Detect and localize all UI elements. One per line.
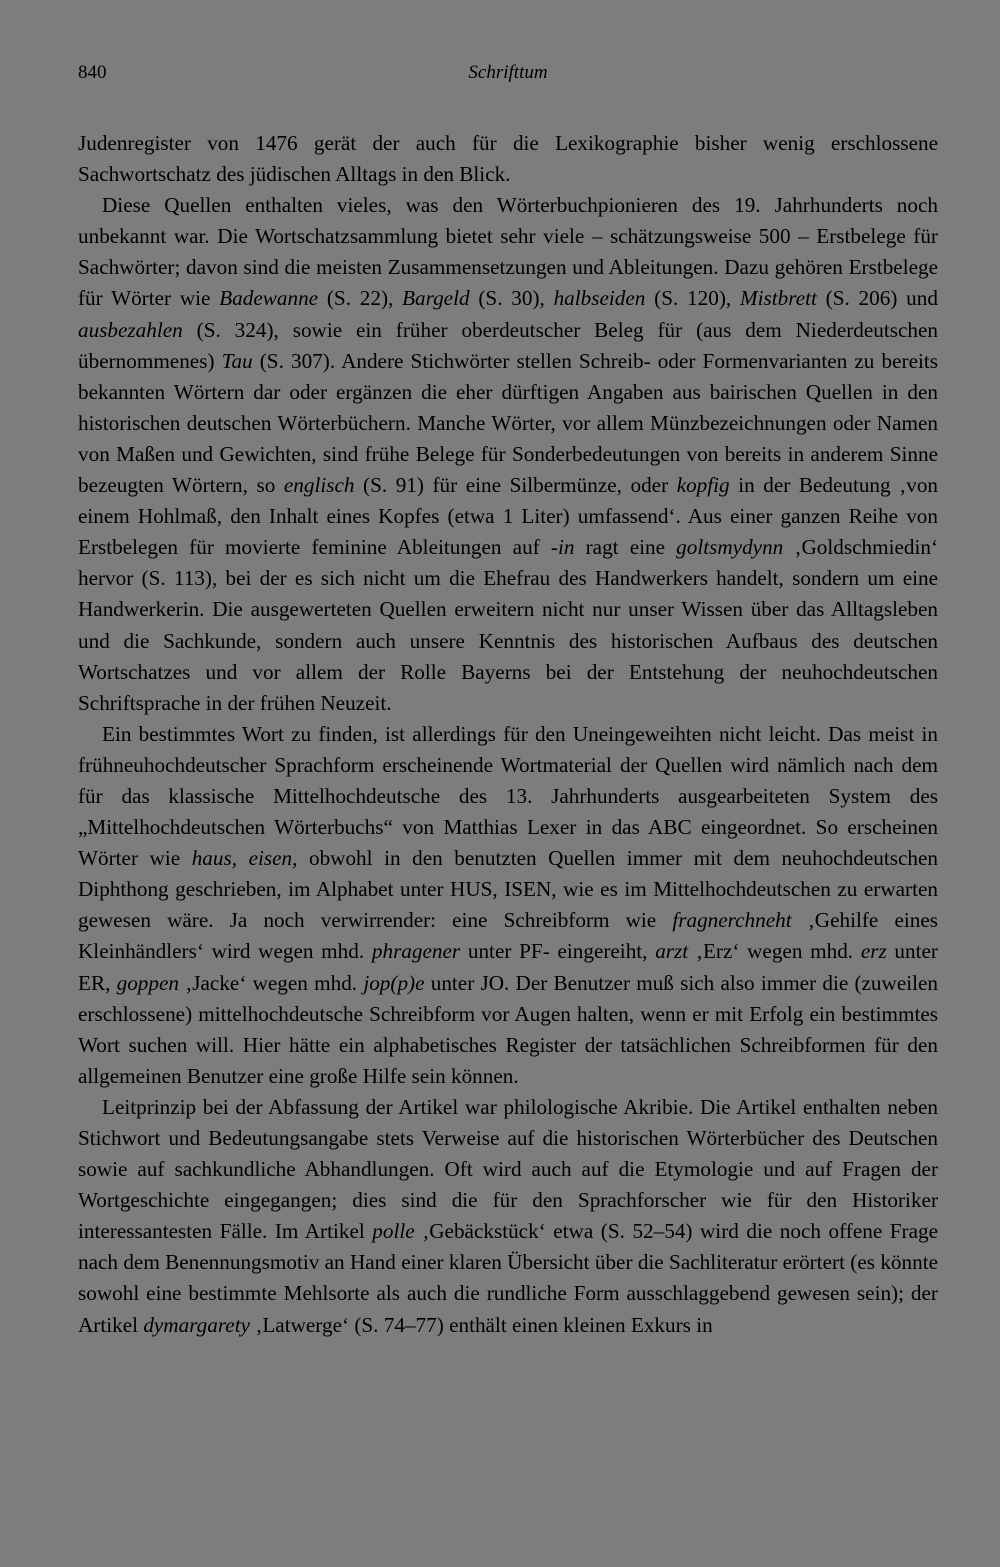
italic-term: jop(p)e	[363, 970, 425, 995]
paragraph	[78, 128, 938, 190]
italic-term: Badewanne	[219, 286, 319, 311]
text-run: ‚Gehilfe eines Kleinhändlers‘ wird wegen mhd.	[78, 908, 938, 964]
italic-term: englisch	[283, 473, 355, 498]
text-run: unter PF- eingereiht,	[460, 939, 656, 964]
text-run: (S. 206) und	[816, 286, 938, 311]
italic-term: ausbezahlen	[78, 317, 183, 342]
text-run: ‚Gebäckstück‘ etwa (S. 52–54) wird die noch offene Frage nach dem Benennungsmotiv an Hand einer klaren Übersicht über die Sachliteratur erörtert (es könnte sowohl eine bestimmte Mehlsorte als auch die rundliche Form ausschlaggebend gewesen sein); der Artikel	[78, 1219, 938, 1337]
text-run: (S. 22),	[318, 286, 403, 311]
text-run: ‚Erz‘ wegen mhd.	[688, 939, 861, 964]
running-title: Schrifttum	[468, 62, 548, 83]
italic-term: haus, eisen,	[191, 846, 298, 871]
italic-term: dymargarety	[143, 1312, 251, 1337]
italic-term: goltsmydynn	[676, 535, 784, 560]
text-run: (S. 120),	[645, 286, 740, 311]
page-header	[78, 62, 938, 92]
italic-term: phragener	[371, 939, 461, 964]
page-number: 840	[78, 62, 107, 83]
italic-term: Bargeld	[402, 286, 470, 311]
text-run: unter JO. Der Benutzer muß sich also immer die (zuweilen erschlossene) mittelhochdeutsche Schreibform vor Augen halten, wenn er mit Erfolg ein bestimmtes Wort suchen will. Hier hätte ein alphabetisches Register der tatsächlichen Schreibformen für den allgemeinen Benutzer eine große Hilfe sein können.	[78, 970, 938, 1088]
text-run: ‚Goldschmiedin‘ hervor (S. 113), bei der es sich nicht um die Ehefrau des Handwerkers handelt, sondern um eine Handwerkerin. Die ausgewerteten Quellen erweitern nicht nur unser Wissen über das Alltagsleben und die Sachkunde, sondern auch unsere Kenntnis des historischen Aufbaus des deutschen Wortschatzes und vor allem der Rolle Bayerns bei der Entstehung der neuhochdeutschen Schriftsprache in der frühen Neuzeit.	[78, 535, 938, 715]
text-run: ‚Latwerge‘ (S. 74–77) enthält einen kleinen Exkurs in	[250, 1312, 713, 1337]
text-run: (S. 324), sowie ein früher oberdeutscher Beleg für (aus dem Niederdeutschen übernommenes)	[78, 317, 938, 373]
italic-term: halbseiden	[553, 286, 646, 311]
text-run: unter ER,	[78, 939, 938, 995]
italic-term: erz	[860, 939, 887, 964]
text-run: in der Bedeutung ‚von einem Hohlmaß, den Inhalt eines Kopfes (etwa 1 Liter) umfassend‘. Aus einer ganzen Reihe von Erstbelegen für movierte feminine Ableitungen auf	[78, 473, 939, 560]
italic-term: arzt	[655, 939, 689, 964]
italic-term: goppen	[116, 970, 179, 995]
italic-term: Tau	[221, 348, 253, 373]
text-run: obwohl in den benutzten Quellen immer mit dem neuhochdeutschen Diphthong geschrieben, im Alphabet unter HUS, ISEN, wie es im Mittelhochdeutschen zu erwarten gewesen wäre. Ja noch verwirrender: eine Schreibform wie	[78, 846, 939, 933]
text-run: (S. 307). Andere Stichwörter stellen Schreib- oder Formenvarianten zu bereits bekannten Wörtern dar oder ergänzen die eher dürftigen Angaben aus bairischen Quellen in den historischen deutschen Wörterbüchern. Manche Wörter, vor allem Münzbezeichnungen oder Namen von Maßen und Gewichten, sind frühe Belege für Sonderbedeutungen von bereits in anderem Sinne bezeugten Wörtern, so	[78, 348, 938, 498]
italic-term: Mistbrett	[739, 286, 817, 311]
body-text	[78, 128, 938, 1341]
text-run: ragt eine	[574, 535, 677, 560]
italic-term: kopfig	[676, 473, 730, 498]
text-run: Judenregister von 1476 gerät der auch für die Lexikographie bisher wenig erschlossene Sachwortschatz des jüdischen Alltags in den Blick.	[78, 131, 938, 187]
text-run: (S. 91) für eine Silbermünze, oder	[354, 473, 677, 498]
italic-term: fragnerchneht	[672, 908, 792, 933]
text-run: ‚Jacke‘ wegen mhd.	[178, 970, 364, 995]
text-run: (S. 30),	[469, 286, 554, 311]
paragraph	[78, 190, 938, 719]
italic-term: -in	[550, 535, 575, 560]
text-run: Ein bestimmtes Wort zu finden, ist allerdings für den Uneingeweihten nicht leicht. Das meist in frühneuhochdeutscher Sprachform erscheinende Wortmaterial der Quellen wird nämlich nach dem für das klassische Mittelhochdeutsche des 13. Jahrhunderts ausgearbeiteten System des „Mittelhochdeutschen Wörterbuchs“ von Matthias Lexer in das ABC eingeordnet. So erscheinen Wörter wie	[78, 721, 938, 871]
paragraph	[78, 1092, 938, 1341]
italic-term: polle	[372, 1219, 415, 1244]
text-run: Leitprinzip bei der Abfassung der Artikel war philologische Akribie. Die Artikel enthalten neben Stichwort und Bedeutungsangabe stets Verweise auf die historischen Wörterbücher des Deutschen sowie auf sachkundliche Abhandlungen. Oft wird auch auf die Etymologie und auf Fragen der Wortgeschichte eingegangen; dies sind die für den Sprachforscher wie für den Historiker interessantesten Fälle. Im Artikel	[78, 1094, 938, 1244]
text-run: Diese Quellen enthalten vieles, was den Wörterbuchpionieren des 19. Jahrhunderts noch unbekannt war. Die Wortschatzsammlung bietet sehr viele – schätzungsweise 500 – Erstbelege für Sachwörter; davon sind die meisten Zusammensetzungen und Ableitungen. Dazu gehören Erstbelege für Wörter wie	[78, 193, 938, 311]
paragraph	[78, 719, 938, 1092]
